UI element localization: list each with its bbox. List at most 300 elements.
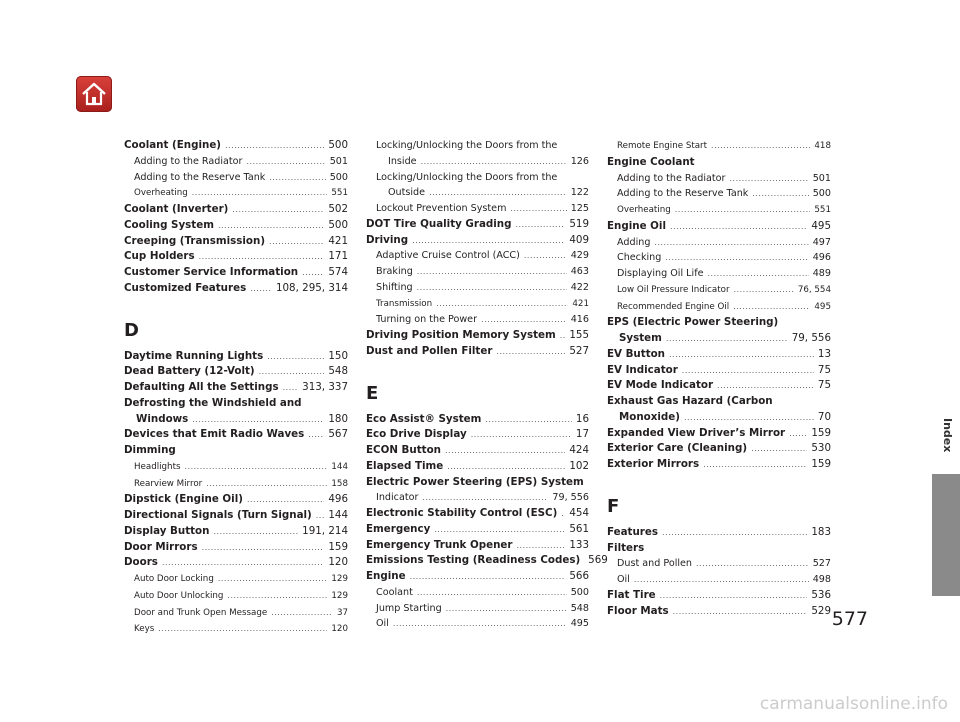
index-page-ref[interactable]: 497 xyxy=(812,236,831,248)
index-entry-row xyxy=(124,427,348,443)
index-entry[interactable] xyxy=(607,541,831,557)
dot-leader xyxy=(417,585,567,601)
dot-leader xyxy=(417,280,567,296)
index-subentry[interactable] xyxy=(124,621,348,638)
index-term: Customized Features xyxy=(124,281,247,294)
home-button[interactable] xyxy=(76,76,112,112)
index-page-ref[interactable]: 463 xyxy=(570,266,589,277)
index-entry[interactable] xyxy=(124,380,348,396)
index-term: DOT Tire Quality Grading xyxy=(366,217,512,230)
index-term: Eco Assist® System xyxy=(366,412,482,425)
index-term: Dust and Pollen Filter xyxy=(366,344,493,357)
index-term: EV Button xyxy=(607,347,666,360)
index-page-ref[interactable]: 421 xyxy=(572,298,589,309)
index-subentry[interactable] xyxy=(124,459,348,476)
index-term: Turning on the Power xyxy=(376,314,478,326)
index-entry[interactable] xyxy=(607,315,831,347)
index-page-ref[interactable]: 79, 556 xyxy=(552,492,589,504)
index-subentry[interactable] xyxy=(607,235,831,251)
index-page-ref[interactable]: 495 xyxy=(811,219,831,232)
dot-leader xyxy=(192,412,324,428)
index-page-ref[interactable]: 551 xyxy=(331,188,348,199)
index-page-ref[interactable]: 422 xyxy=(570,281,589,293)
index-page-ref[interactable]: 16 xyxy=(575,412,589,425)
index-page-ref[interactable]: 500 xyxy=(328,218,348,231)
dot-leader xyxy=(561,506,565,522)
index-entry[interactable] xyxy=(366,506,589,522)
index-entry[interactable] xyxy=(124,349,348,365)
index-page-ref[interactable]: 567 xyxy=(328,428,348,441)
dot-leader xyxy=(717,378,814,394)
dot-leader xyxy=(316,508,325,524)
index-subentry[interactable] xyxy=(366,312,589,328)
index-page-ref[interactable]: 191, 214 xyxy=(302,524,348,537)
index-entry[interactable] xyxy=(124,249,348,265)
index-entry[interactable] xyxy=(124,492,348,508)
index-entry-row xyxy=(617,572,831,588)
dot-leader xyxy=(247,492,324,508)
index-term: Rearview Mirror xyxy=(134,478,203,489)
index-page-ref[interactable]: 76, 554 xyxy=(797,284,831,295)
index-page-ref[interactable]: 108, 295, 314 xyxy=(275,281,348,294)
index-entry-row xyxy=(366,459,589,475)
index-entry[interactable] xyxy=(607,155,831,171)
index-page-ref[interactable]: 159 xyxy=(811,458,831,470)
dot-leader xyxy=(560,328,566,344)
index-entry[interactable] xyxy=(607,219,831,235)
index-column-2 xyxy=(366,138,608,632)
index-page-ref[interactable]: 120 xyxy=(328,556,348,569)
dot-leader xyxy=(729,171,808,187)
index-subentry[interactable] xyxy=(124,154,348,170)
index-term: Floor Mats xyxy=(607,604,669,617)
dot-leader xyxy=(227,588,327,604)
index-entry[interactable] xyxy=(366,443,589,459)
index-page-ref[interactable]: 529 xyxy=(811,604,831,617)
index-entry-row xyxy=(124,508,348,524)
dot-leader xyxy=(271,605,333,621)
index-subentry[interactable] xyxy=(366,490,589,506)
index-page-ref[interactable]: 498 xyxy=(812,574,831,585)
index-page-ref[interactable]: 75 xyxy=(817,363,831,376)
index-subentry[interactable] xyxy=(607,250,831,266)
index-entry-row xyxy=(134,170,348,186)
index-page-ref[interactable]: 409 xyxy=(569,233,589,246)
index-page-ref[interactable]: 527 xyxy=(569,344,589,357)
index-subentry[interactable] xyxy=(607,202,831,219)
section-letter-heading: D xyxy=(124,319,139,341)
index-term: Driving xyxy=(366,233,409,246)
dot-leader xyxy=(734,282,794,298)
dot-leader xyxy=(516,538,565,554)
index-subentry[interactable] xyxy=(366,170,589,202)
index-page-ref[interactable]: 566 xyxy=(569,570,589,582)
index-entry-row xyxy=(366,553,608,569)
index-entry-row xyxy=(366,569,589,585)
dot-leader xyxy=(436,296,568,312)
index-entry[interactable] xyxy=(607,588,831,604)
index-term: Exterior Mirrors xyxy=(607,458,700,470)
dot-leader xyxy=(481,312,567,328)
index-subentry[interactable] xyxy=(124,605,348,622)
dot-leader xyxy=(789,426,807,442)
index-page-ref[interactable]: 75 xyxy=(817,379,831,392)
index-entry-row xyxy=(607,315,831,331)
index-page-ref[interactable]: 489 xyxy=(812,268,831,279)
index-entry-row xyxy=(376,585,589,601)
index-entry[interactable] xyxy=(607,363,831,379)
index-page-ref[interactable]: 496 xyxy=(812,252,831,264)
index-page-ref[interactable]: 501 xyxy=(329,155,348,167)
index-entry[interactable] xyxy=(366,475,589,491)
index-page-ref[interactable]: 183 xyxy=(811,525,831,538)
index-entry[interactable] xyxy=(366,522,589,538)
index-entry-row xyxy=(124,234,348,250)
page-number: 577 xyxy=(831,608,868,630)
index-entry-row xyxy=(124,555,348,571)
index-page-ref[interactable]: 122 xyxy=(570,187,589,199)
index-term: Dimming xyxy=(124,444,176,456)
index-entry-row xyxy=(124,281,348,297)
index-column-3 xyxy=(607,138,831,619)
dot-leader xyxy=(703,457,807,473)
index-page-ref[interactable]: 536 xyxy=(811,588,831,601)
index-entry-row xyxy=(366,344,589,360)
index-page-ref[interactable]: 144 xyxy=(328,509,348,521)
index-entry-row xyxy=(617,235,831,251)
index-page-ref[interactable]: 416 xyxy=(570,314,589,326)
index-subentry[interactable] xyxy=(366,296,589,313)
index-term: Expanded View Driver’s Mirror xyxy=(607,426,786,439)
index-entry-row xyxy=(376,154,589,170)
index-page-ref[interactable]: 424 xyxy=(569,444,589,456)
index-entry[interactable] xyxy=(366,427,589,443)
index-page-ref[interactable]: 519 xyxy=(569,217,589,230)
index-entry-row xyxy=(134,571,348,588)
index-page-ref[interactable]: 500 xyxy=(570,586,589,598)
index-subentry[interactable] xyxy=(607,171,831,187)
index-subentry[interactable] xyxy=(607,282,831,299)
dot-leader xyxy=(669,347,814,363)
dot-leader xyxy=(308,427,324,443)
index-entry[interactable] xyxy=(607,441,831,457)
index-entry[interactable] xyxy=(366,217,589,233)
dot-leader xyxy=(434,522,565,538)
index-page-ref[interactable]: 159 xyxy=(811,426,831,439)
dot-leader xyxy=(447,459,565,475)
index-term: Flat Tire xyxy=(607,588,656,601)
index-term: Engine xyxy=(366,570,406,582)
index-page-ref[interactable]: 180 xyxy=(328,412,348,425)
index-entry-row xyxy=(366,412,589,428)
dot-leader xyxy=(634,572,809,588)
index-page-ref[interactable]: 527 xyxy=(812,558,831,570)
watermark: carmanualsonline.info xyxy=(759,694,948,714)
index-term: Recommended Engine Oil xyxy=(617,301,730,312)
index-term: Elapsed Time xyxy=(366,459,444,472)
index-page-ref[interactable]: 150 xyxy=(328,349,348,362)
index-subentry[interactable] xyxy=(607,138,831,155)
dot-leader xyxy=(417,264,567,280)
index-entry-row xyxy=(376,201,589,217)
index-entry-row xyxy=(607,441,831,457)
index-page-ref[interactable]: 17 xyxy=(575,428,589,441)
index-entry[interactable] xyxy=(607,378,831,394)
index-page-ref[interactable]: 129 xyxy=(331,590,348,601)
index-entry-row xyxy=(607,363,831,379)
index-subentry[interactable] xyxy=(607,266,831,282)
index-entry[interactable] xyxy=(124,202,348,218)
index-column-1 xyxy=(124,138,348,638)
index-term: EV Indicator xyxy=(607,363,678,376)
index-term: Emergency Trunk Opener xyxy=(366,538,513,551)
index-subentry[interactable] xyxy=(366,248,589,264)
index-entry[interactable] xyxy=(124,524,348,540)
dot-leader xyxy=(670,219,807,235)
dot-leader xyxy=(269,170,325,186)
index-term: Directional Signals (Turn Signal) xyxy=(124,509,312,521)
dot-leader xyxy=(199,249,325,265)
index-page-ref[interactable]: 500 xyxy=(328,139,348,151)
dot-leader xyxy=(259,364,325,380)
index-entry[interactable] xyxy=(366,328,589,344)
index-subentry[interactable] xyxy=(607,186,831,202)
section-letter-heading: F xyxy=(607,495,620,517)
index-term: Exterior Care (Cleaning) xyxy=(607,442,748,455)
index-term: Dust and Pollen xyxy=(617,558,693,570)
index-term: Indicator xyxy=(376,492,419,504)
index-subentry[interactable] xyxy=(607,572,831,588)
index-entry[interactable] xyxy=(124,540,348,556)
index-entry[interactable] xyxy=(124,364,348,380)
index-entry[interactable] xyxy=(366,459,589,475)
index-page-ref[interactable]: 501 xyxy=(812,172,831,184)
index-term: Adaptive Cruise Control (ACC) xyxy=(376,250,520,262)
index-entry-row xyxy=(607,410,831,426)
index-entry-row xyxy=(607,155,831,171)
index-entry[interactable] xyxy=(124,281,348,297)
dot-leader xyxy=(666,331,788,347)
dot-leader xyxy=(673,604,808,620)
dot-leader xyxy=(250,281,272,297)
index-entry[interactable] xyxy=(366,569,589,585)
index-subentry[interactable] xyxy=(366,280,589,296)
index-section-tab[interactable] xyxy=(932,474,960,596)
index-subentry[interactable] xyxy=(124,588,348,605)
index-entry[interactable] xyxy=(124,218,348,234)
index-entry-row xyxy=(376,601,589,617)
index-entry-row xyxy=(607,347,831,363)
index-term: Inside xyxy=(388,155,417,167)
index-entry[interactable] xyxy=(366,233,589,249)
index-entry-row xyxy=(124,380,348,396)
index-page-ref[interactable]: 548 xyxy=(328,365,348,378)
index-entry[interactable] xyxy=(366,344,589,360)
index-page-ref[interactable]: 120 xyxy=(331,624,348,635)
index-page-ref[interactable]: 70 xyxy=(817,410,831,423)
index-term: Devices that Emit Radio Waves xyxy=(124,428,305,441)
dot-leader xyxy=(283,380,299,396)
index-term: Emergency xyxy=(366,522,431,535)
dot-leader xyxy=(302,265,324,281)
index-term: Auto Door Unlocking xyxy=(134,590,224,601)
dot-leader xyxy=(218,571,328,587)
index-term: Creeping (Transmission) xyxy=(124,234,266,247)
index-entry[interactable] xyxy=(607,347,831,363)
index-term: Driving Position Memory System xyxy=(366,329,556,341)
index-page-ref[interactable]: 155 xyxy=(569,329,589,341)
index-page-ref[interactable]: 429 xyxy=(570,250,589,262)
index-entry[interactable] xyxy=(366,553,608,569)
index-entry-row xyxy=(134,621,348,638)
index-entry-row xyxy=(617,556,831,572)
index-term: Adding to the Radiator xyxy=(617,172,726,184)
index-page-ref[interactable]: 496 xyxy=(328,493,348,506)
dot-leader xyxy=(232,202,324,218)
dot-leader xyxy=(751,441,807,457)
index-subentry[interactable] xyxy=(124,185,348,202)
index-subentry[interactable] xyxy=(366,201,589,217)
dot-leader xyxy=(707,266,808,282)
index-subentry[interactable] xyxy=(366,601,589,617)
index-tab-label: Index xyxy=(941,418,954,453)
index-entry-row xyxy=(376,616,589,632)
dot-leader xyxy=(684,410,814,426)
index-entry-row xyxy=(617,186,831,202)
index-entry-row xyxy=(376,185,589,201)
index-subentry[interactable] xyxy=(366,585,589,601)
index-entry-row xyxy=(607,378,831,394)
index-term: System xyxy=(619,332,662,344)
dot-leader xyxy=(213,524,298,540)
index-term: Checking xyxy=(617,252,662,264)
index-page-ref[interactable]: 569 xyxy=(588,554,608,567)
dot-leader xyxy=(269,234,324,250)
index-page-ref[interactable]: 548 xyxy=(570,602,589,614)
index-term: Adding to the Reserve Tank xyxy=(134,171,266,183)
index-entry[interactable] xyxy=(607,525,831,541)
index-term: Emissions Testing (Readiness Codes) xyxy=(366,554,581,567)
index-entry[interactable] xyxy=(607,394,831,426)
index-entry[interactable] xyxy=(124,396,348,428)
index-page-ref[interactable]: 79, 556 xyxy=(791,332,831,344)
index-entry-row xyxy=(124,265,348,281)
index-page-ref[interactable]: 159 xyxy=(328,540,348,553)
dot-leader xyxy=(524,248,567,264)
index-subentry[interactable] xyxy=(607,299,831,316)
index-page-ref[interactable]: 551 xyxy=(814,205,831,215)
index-entry[interactable] xyxy=(366,412,589,428)
index-page-ref[interactable]: 313, 337 xyxy=(302,381,348,393)
index-entry[interactable] xyxy=(366,538,589,554)
dot-leader xyxy=(185,459,328,475)
index-term: Door Mirrors xyxy=(124,540,198,553)
index-page-ref[interactable]: 171 xyxy=(328,250,348,263)
index-entry-row xyxy=(366,475,589,491)
index-entry[interactable] xyxy=(607,457,831,473)
index-entry[interactable] xyxy=(124,265,348,281)
index-entry-row xyxy=(134,588,348,605)
index-page-ref[interactable]: 126 xyxy=(570,155,589,167)
index-term: Electronic Stability Control (ESC) xyxy=(366,507,558,519)
index-page-ref[interactable]: 500 xyxy=(812,188,831,200)
index-subentry[interactable] xyxy=(607,556,831,572)
index-page-ref[interactable]: 158 xyxy=(331,478,348,489)
index-entry[interactable] xyxy=(124,234,348,250)
dot-leader xyxy=(218,218,324,234)
dot-leader xyxy=(445,443,565,459)
index-entry-row xyxy=(376,296,589,313)
dot-leader xyxy=(752,186,808,202)
index-entry[interactable] xyxy=(124,443,348,459)
index-subentry[interactable] xyxy=(124,476,348,493)
dot-leader xyxy=(660,588,808,604)
index-page-ref[interactable]: 500 xyxy=(329,171,348,183)
index-page-ref[interactable]: 454 xyxy=(569,507,589,519)
index-entry[interactable] xyxy=(607,426,831,442)
index-entry-row xyxy=(124,492,348,508)
index-entry-row xyxy=(124,249,348,265)
dot-leader xyxy=(665,250,808,266)
index-page-ref[interactable]: 133 xyxy=(569,538,589,551)
index-page-ref[interactable]: 574 xyxy=(328,266,348,278)
index-page-ref[interactable]: 502 xyxy=(328,203,348,215)
index-entry[interactable] xyxy=(607,604,831,620)
index-page-ref[interactable]: 129 xyxy=(331,574,348,584)
index-entry-row xyxy=(124,218,348,234)
index-page-ref[interactable]: 530 xyxy=(811,442,831,455)
index-page-ref[interactable]: 37 xyxy=(336,607,348,618)
index-subentry[interactable] xyxy=(366,616,589,632)
index-page-ref[interactable]: 495 xyxy=(814,301,831,312)
index-term: Dipstick (Engine Oil) xyxy=(124,493,243,506)
dot-leader xyxy=(516,217,566,233)
dot-leader xyxy=(485,412,572,428)
index-entry-row xyxy=(376,280,589,296)
index-subentry[interactable] xyxy=(366,264,589,280)
index-entry-row xyxy=(134,459,348,476)
index-term: Adding xyxy=(617,236,651,248)
index-entry-row xyxy=(607,426,831,442)
dot-leader xyxy=(421,154,567,170)
index-term: Displaying Oil Life xyxy=(617,268,704,279)
index-page-ref[interactable]: 13 xyxy=(817,347,831,360)
index-entry-row xyxy=(607,331,831,347)
index-term: Cup Holders xyxy=(124,250,195,263)
index-page-ref[interactable]: 102 xyxy=(569,459,589,472)
index-subentry[interactable] xyxy=(124,170,348,186)
index-term: Remote Engine Start xyxy=(617,141,708,151)
index-page-ref[interactable]: 144 xyxy=(331,461,348,472)
index-term: Electric Power Steering (EPS) System xyxy=(366,475,584,488)
index-subentry[interactable] xyxy=(124,571,348,588)
index-entry[interactable] xyxy=(124,427,348,443)
index-entry[interactable] xyxy=(124,508,348,524)
dot-leader xyxy=(696,556,809,572)
index-entry-row xyxy=(366,217,589,233)
index-entry-row xyxy=(134,185,348,202)
index-term: Monoxide) xyxy=(619,410,680,423)
index-page-ref[interactable]: 421 xyxy=(328,234,348,247)
index-page-ref[interactable]: 495 xyxy=(570,618,589,630)
index-page-ref[interactable]: 125 xyxy=(570,203,589,214)
index-entry[interactable] xyxy=(124,138,348,154)
index-subentry[interactable] xyxy=(366,138,589,170)
index-entry[interactable] xyxy=(124,555,348,571)
index-page-ref[interactable]: 561 xyxy=(569,522,589,535)
index-page-ref[interactable]: 418 xyxy=(814,141,831,151)
index-entry-row xyxy=(617,266,831,282)
